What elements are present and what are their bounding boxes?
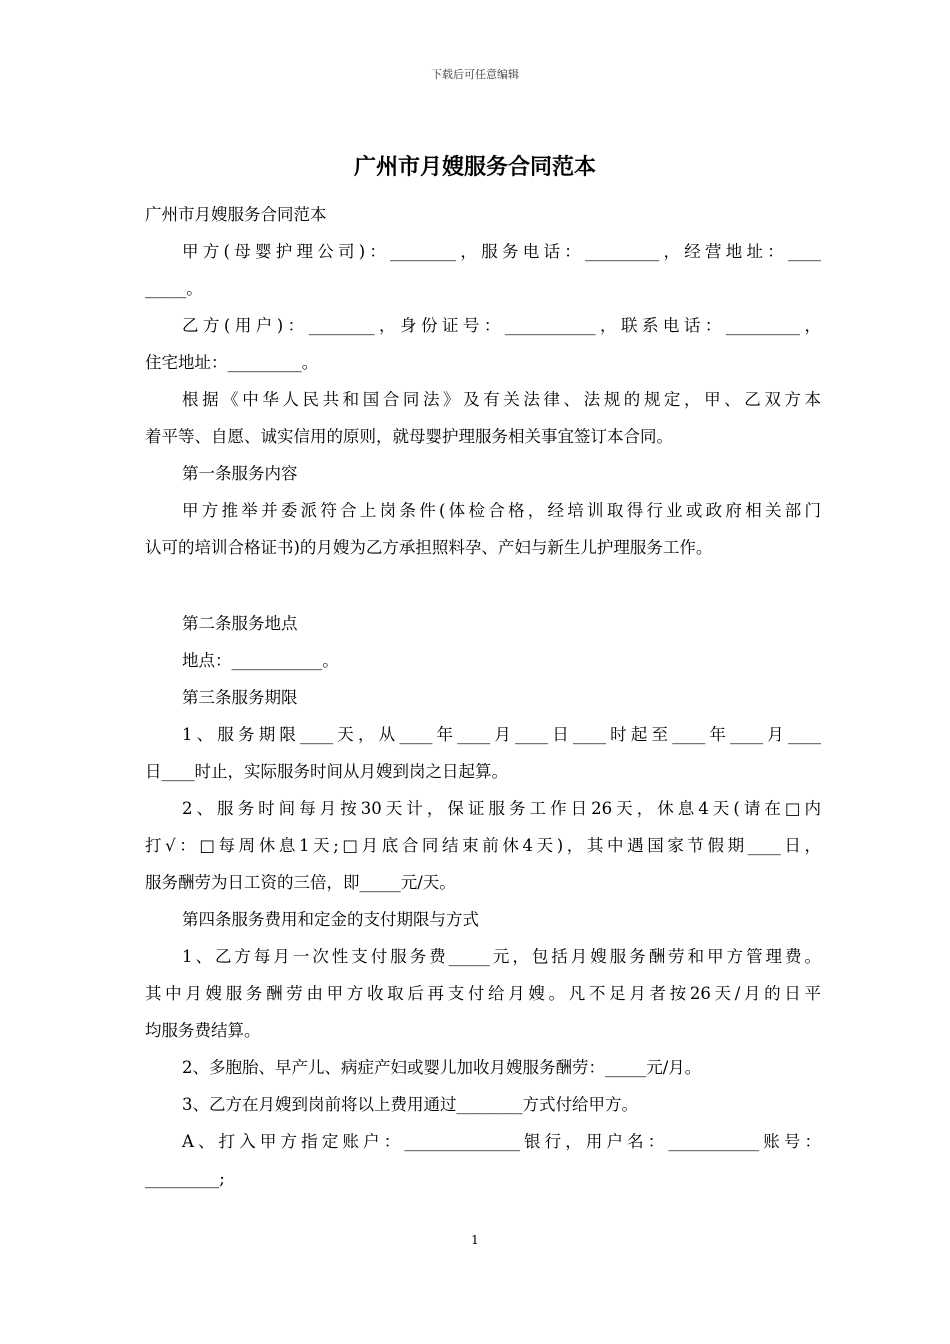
article-4-option-a: A、打入甲方指定账户：______________银行，用户名：___________账号： (182, 1132, 821, 1151)
article-4-item-2: 2、多胞胎、早产儿、病症产妇或婴儿加收月嫂服务酬劳：_____元/月。 (182, 1058, 702, 1077)
article-1-text: 甲方推举并委派符合上岗条件(体检合格，经培训取得行业或政府相关部门 (182, 501, 821, 520)
party-b-line-cont: 住宅地址：_________。 (145, 353, 319, 372)
article-4-option-a-cont: _________; (145, 1169, 225, 1188)
article-4-item-3: 3、乙方在月嫂到岗前将以上费用通过________方式付给甲方。 (182, 1095, 638, 1114)
article-1-heading: 第一条服务内容 (182, 464, 298, 483)
paragraph-gap (145, 566, 821, 605)
article-3-heading: 第三条服务期限 (182, 688, 298, 707)
article-4-item-1-cont: 其中月嫂服务酬劳由甲方收取后再支付给月嫂。凡不足月者按26天/月的日平 (145, 984, 821, 1003)
article-3-item-2: 2、服务时间每月按30天计，保证服务工作日26天，休息4天(请在□内 (182, 799, 821, 818)
preamble-line-cont: 着平等、自愿、诚实信用的原则，就母婴护理服务相关事宜签订本合同。 (145, 427, 673, 446)
page-number: 1 (471, 1233, 479, 1247)
document-title: 广州市月嫂服务合同范本 (353, 154, 596, 180)
party-a-line: 甲方(母婴护理公司)：________，服务电话：_________，经营地址：____ (182, 242, 821, 261)
article-4-item-1: 1、乙方每月一次性支付服务费_____元，包括月嫂服务酬劳和甲方管理费。 (182, 947, 821, 966)
party-a-line-cont: _____。 (145, 279, 203, 298)
article-1-text-cont: 认可的培训合格证书)的月嫂为乙方承担照料孕、产妇与新生儿护理服务工作。 (145, 538, 713, 557)
article-4-heading: 第四条服务费用和定金的支付期限与方式 (182, 910, 479, 929)
document-body (145, 196, 821, 1197)
preamble-line: 根据《中华人民共和国合同法》及有关法律、法规的规定，甲、乙双方本 (182, 390, 821, 409)
article-2-text: 地点：___________。 (182, 651, 339, 670)
article-3-item-2-end: 服务酬劳为日工资的三倍，即_____元/天。 (145, 873, 456, 892)
article-3-item-2-cont: 打√：□每周休息1天;□月底合同结束前休4天)，其中遇国家节假期____日， (145, 836, 821, 855)
article-3-item-1-cont: 日____时止，实际服务时间从月嫂到岗之日起算。 (145, 762, 508, 781)
subtitle-line: 广州市月嫂服务合同范本 (145, 205, 327, 224)
article-3-item-1: 1、服务期限____天，从____年____月____日____时起至____年____月____ (182, 725, 821, 744)
article-2-heading: 第二条服务地点 (182, 614, 298, 633)
party-b-line: 乙方(用户)：________，身份证号：___________，联系电话：_________， (182, 316, 821, 335)
article-4-item-1-end: 均服务费结算。 (145, 1021, 261, 1040)
header-note: 下载后可任意编辑 (431, 68, 519, 81)
